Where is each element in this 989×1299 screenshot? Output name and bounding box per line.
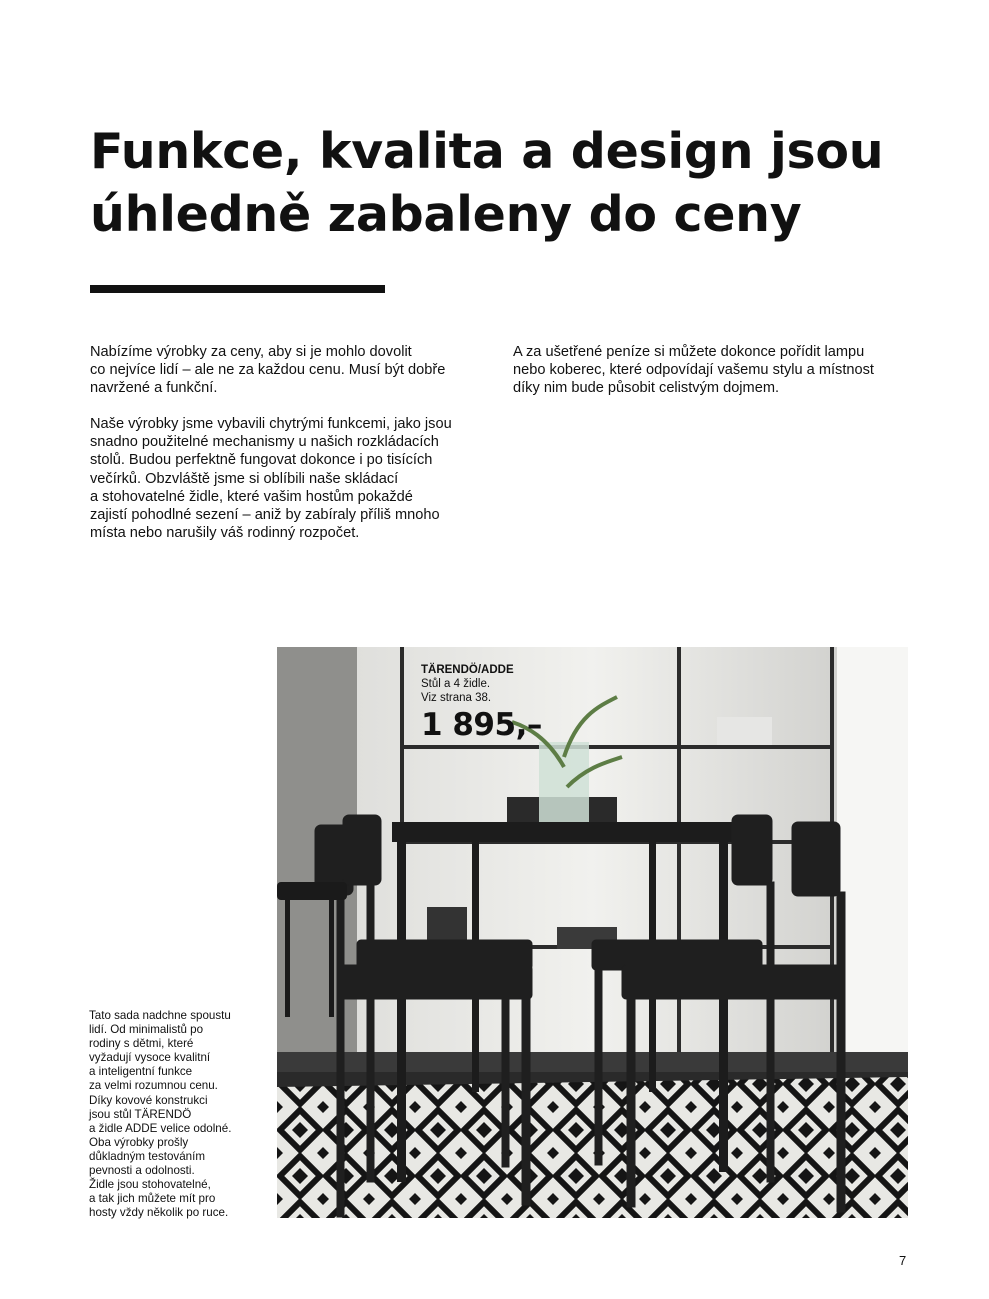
product-description <box>421 677 542 705</box>
caption-line: za velmi rozumnou cenu. <box>89 1079 218 1093</box>
dining-set-illustration <box>277 647 908 1218</box>
paragraph <box>513 343 933 397</box>
caption-line: a židle ADDE velice odolné. <box>89 1121 232 1135</box>
title-line: úhledně zabaleny do ceny <box>90 186 802 243</box>
text-line: Nabízíme výrobky za ceny, aby si je mohlo dovolit <box>90 344 412 360</box>
caption-line: jsou stůl TÄRENDÖ <box>89 1107 192 1121</box>
text-line: díky nim bude působit celistvým dojmem. <box>513 380 780 397</box>
product-price: 1 895,– <box>421 707 542 743</box>
page-title <box>90 120 910 246</box>
text-line: nebo koberec, které odpovídají vašemu stylu a místnost <box>513 362 874 379</box>
text-line: a stohovatelné židle, které vašim hostům pokaždé <box>90 488 413 505</box>
caption-line: rodiny s dětmi, které <box>89 1037 194 1051</box>
caption-line: Oba výrobky prošly <box>89 1135 189 1149</box>
caption-line: Tato sada nadchne spoustu <box>89 1009 231 1022</box>
caption-line: hosty vždy několik po ruce. <box>89 1206 229 1220</box>
caption-line: důkladným testováním <box>89 1149 205 1163</box>
caption-line: Židle jsou stohovatelné, <box>89 1178 211 1192</box>
page-number: 7 <box>899 1253 907 1268</box>
price-tag <box>421 663 542 744</box>
title-line: Funkce, kvalita a design jsou <box>90 123 884 180</box>
text-line: večírků. Obzvláště jsme si oblíbili naše skládací <box>90 470 399 487</box>
paragraph <box>90 343 510 397</box>
text-line: A za ušetřené peníze si můžete dokonce pořídit lampu <box>513 344 865 360</box>
text-line: navržené a funkční. <box>90 380 218 397</box>
paragraph <box>90 415 510 542</box>
text-line: Naše výrobky jsme vybavili chytrými funkcemi, jako jsou <box>90 416 452 433</box>
caption-line: lidí. Od minimalistů po <box>89 1023 204 1037</box>
caption-line: Díky kovové konstrukci <box>89 1093 208 1107</box>
caption-line: a inteligentní funkce <box>89 1065 193 1079</box>
caption-line: a tak jich můžete mít pro <box>89 1192 216 1206</box>
left-text-column <box>90 343 510 560</box>
product-photo <box>277 647 908 1218</box>
caption-line: vyžadují vysoce kvalitní <box>89 1051 211 1065</box>
text-line: co nejvíce lidí – ale ne za každou cenu. Musí být dobře <box>90 362 446 379</box>
title-divider <box>90 285 385 293</box>
text-line: stolů. Budou perfektně fungovat dokonce i po tisících <box>90 452 433 469</box>
text-line: zajistí pohodlné sezení – aniž by zabíraly příliš mnoho <box>90 506 440 523</box>
description-line: Stůl a 4 židle. <box>421 678 491 690</box>
right-text-column <box>513 343 933 415</box>
caption-line: pevnosti a odolnosti. <box>89 1164 195 1178</box>
text-line: místa nebo narušily váš rodinný rozpočet. <box>90 524 360 541</box>
text-line: snadno použitelné mechanismy u našich rozkládacích <box>90 434 439 451</box>
photo-caption <box>89 1009 269 1220</box>
description-line: Viz strana 38. <box>421 692 492 704</box>
product-name: TÄRENDÖ/ADDE <box>421 664 514 676</box>
